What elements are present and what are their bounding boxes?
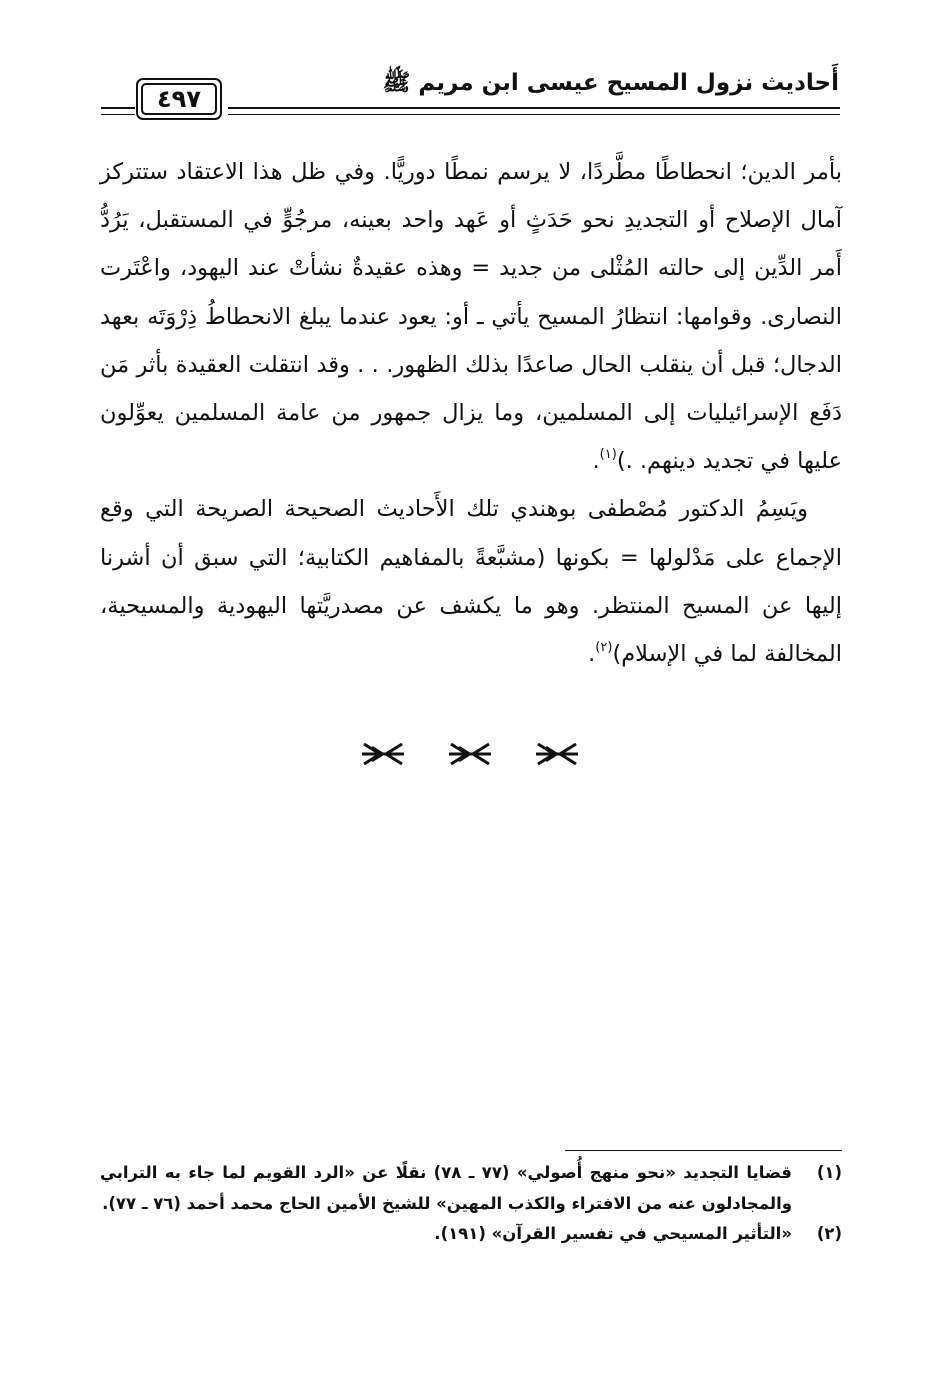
paragraph bbox=[100, 148, 842, 485]
running-title: أَحاديث نزول المسيح عيسى ابن مريم ﷺ bbox=[382, 70, 839, 96]
footnote-reference: (٢) bbox=[595, 640, 613, 656]
page-number-frame bbox=[136, 78, 222, 120]
header-rule-lower bbox=[228, 114, 840, 115]
footnote-text: قضايا التجديد «نحو منهج أُصولي» (٧٧ ـ ٧٨) نقلًا عن «الرد القويم لما جاء به الترابي والمجادلون عنه من الافتراء والكذب المهين» للشيخ الأمين الحاج محمد أحمد (٧٦ ـ ٧٧). bbox=[100, 1163, 792, 1213]
crossed-arrows-ornament-icon bbox=[534, 739, 580, 769]
paragraph bbox=[100, 485, 842, 678]
page-number: ٤٩٧ bbox=[141, 83, 217, 115]
main-text bbox=[100, 148, 842, 678]
footnote-separator bbox=[565, 1150, 842, 1151]
crossed-arrows-ornament-icon bbox=[360, 739, 406, 769]
paragraph-end: . bbox=[592, 448, 600, 475]
header-rule-upper bbox=[228, 107, 840, 109]
footnote-number: (١) bbox=[816, 1163, 842, 1182]
footnote-reference: (١) bbox=[599, 447, 617, 463]
paragraph-text: ويَسِمُ الدكتور مُصْطفى بوهندي تلك الأَحاديث الصحيحة الصريحة التي وقع الإجماع على مَدْلولها = بكونها (مشبَّعةً بالمفاهيم الكتابية؛ التي سبق أن أشرنا إليها عن المسيح المنتظر. وهو ما يكشف عن مصدريَّتها اليهودية والمسيحية، المخالفة لما في الإسلام) bbox=[100, 496, 842, 668]
header-rule-left-lower bbox=[101, 114, 135, 115]
paragraph-text: بأمر الدين؛ انحطاطًا مطَّردًا، لا يرسم نمطًا دوريًّا. وفي ظل هذا الاعتقاد ستتركز آمال الإصلاح أو التجديدِ نحو حَدَثٍ أو عَهد واحد بعينه، مرجُوٍّ في المستقبل، يَرُدُّ أَمر الدِّين إلى حالته المُثْلى من جديد = وهذه عقيدةٌ نشأتْ عند اليهود، واعْتَرت النصارى. وقوامها: انتظارُ المسيح يأتي ـ أو: يعود عندما يبلغ الانحطاطُ ذِرْوَتَه بعهد الدجال؛ قبل أن ينقلب الحال صاعدًا بذلك الظهور. . . وقد انتقلت العقيدة بأثر مَن دَفَع الإسرائيليات إلى المسلمين، وما يزال جمهور من عامة المسلمين يعوِّلون عليها في تجديد دينهم. .) bbox=[100, 159, 842, 475]
paragraph-end: . bbox=[588, 641, 596, 668]
section-ornament bbox=[360, 736, 580, 772]
crossed-arrows-ornament-icon bbox=[447, 739, 493, 769]
footnote-text: «التأثير المسيحي في تفسير القرآن» (١٩١). bbox=[434, 1224, 792, 1243]
footnote bbox=[100, 1158, 842, 1219]
footnotes bbox=[100, 1158, 842, 1250]
footnote-number: (٢) bbox=[816, 1224, 842, 1243]
header-rule-left-upper bbox=[101, 107, 135, 109]
footnote bbox=[100, 1219, 842, 1250]
